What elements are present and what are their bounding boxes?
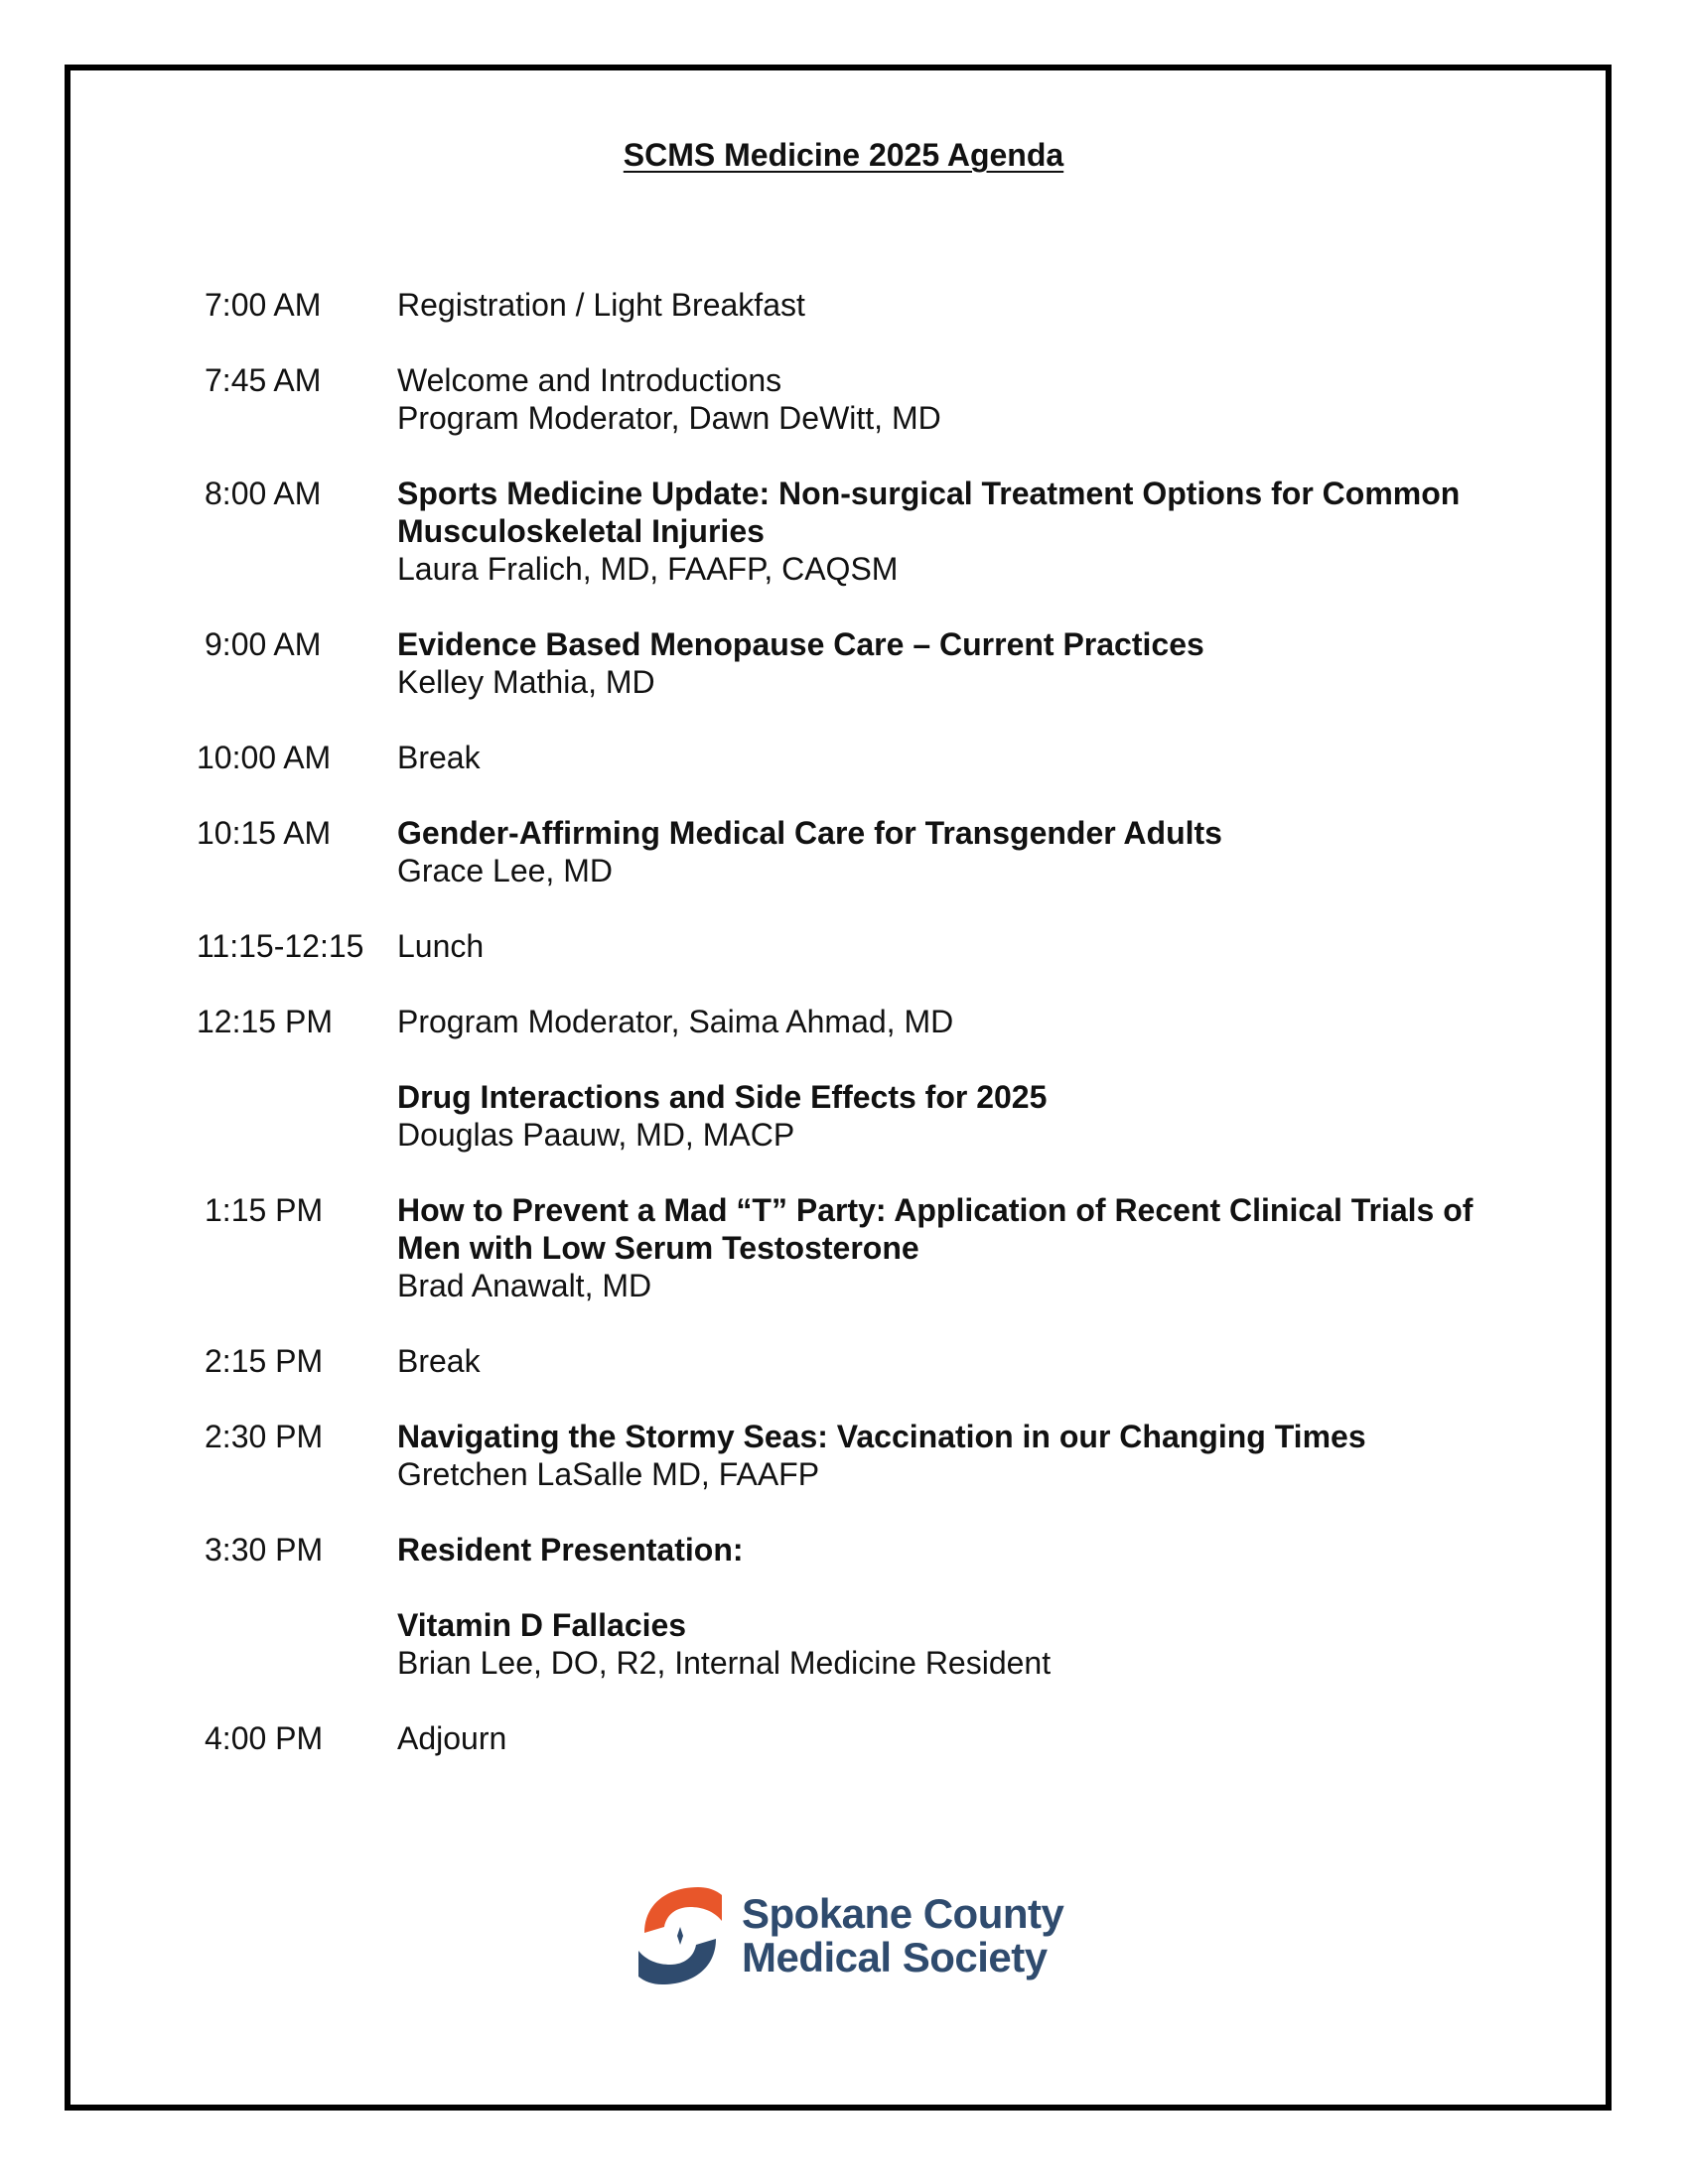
agenda-details <box>397 625 1531 701</box>
session-title: How to Prevent a Mad “T” Party: Application of Recent Clinical Trials of Men with Low Serum Testosterone <box>397 1192 1474 1266</box>
session-detail-line: Grace Lee, MD <box>397 853 613 888</box>
logo-line-1: Spokane County <box>742 1890 1064 1937</box>
session-detail-line: Laura Fralich, MD, FAAFP, CAQSM <box>397 551 899 587</box>
session-title: Evidence Based Menopause Care – Current Practices <box>397 626 1204 662</box>
agenda-item <box>191 361 1531 437</box>
session-detail-line: Program Moderator, Saima Ahmad, MD <box>397 1004 954 1039</box>
agenda-details <box>397 927 1531 965</box>
agenda-details <box>397 1003 1531 1040</box>
scms-logo-icon <box>636 1881 724 1990</box>
session-detail-line: Kelley Mathia, MD <box>397 664 655 700</box>
agenda-time: 10:15 AM <box>197 815 332 851</box>
agenda-details <box>397 361 1531 437</box>
agenda-time: 3:30 PM <box>205 1532 324 1568</box>
session-title: Gender-Affirming Medical Care for Transgender Adults <box>397 815 1222 851</box>
logo-line-2: Medical Society <box>742 1934 1048 1980</box>
agenda-details <box>397 1719 1531 1757</box>
agenda-item <box>191 1078 1531 1154</box>
agenda-item <box>191 286 1531 324</box>
agenda-item <box>191 475 1531 588</box>
agenda-list <box>191 286 1531 1795</box>
organization-logo <box>636 1881 1063 1990</box>
agenda-details <box>397 814 1531 889</box>
agenda-item <box>191 625 1531 701</box>
agenda-details <box>397 475 1531 588</box>
agenda-item <box>191 927 1531 965</box>
agenda-details <box>397 1078 1531 1154</box>
session-title: Navigating the Stormy Seas: Vaccination in our Changing Times <box>397 1419 1366 1454</box>
session-detail-line: Brad Anawalt, MD <box>397 1268 652 1303</box>
agenda-time: 8:00 AM <box>205 476 322 511</box>
session-detail-line: Welcome and Introductions <box>397 362 782 398</box>
session-title: Sports Medicine Update: Non-surgical Treatment Options for Common Musculoskeletal Injuries <box>397 476 1461 549</box>
agenda-time: 10:00 AM <box>197 740 332 775</box>
agenda-time: 9:00 AM <box>205 626 322 662</box>
agenda-details <box>397 1342 1531 1380</box>
agenda-time: 12:15 PM <box>197 1004 333 1039</box>
agenda-item <box>191 814 1531 889</box>
session-detail-line: Adjourn <box>397 1720 507 1756</box>
session-detail-line: Break <box>397 740 481 775</box>
session-detail-line: Brian Lee, DO, R2, Internal Medicine Resident <box>397 1645 1052 1681</box>
agenda-details <box>397 1606 1531 1682</box>
page-title: SCMS Medicine 2025 Agenda <box>623 137 1064 173</box>
agenda-time <box>191 1606 397 1682</box>
session-title: Resident Presentation: <box>397 1532 744 1568</box>
session-detail-line: Lunch <box>397 928 485 964</box>
agenda-item <box>191 1191 1531 1304</box>
session-title: Vitamin D Fallacies <box>397 1607 687 1643</box>
agenda-details <box>397 1531 1531 1569</box>
session-detail-line: Program Moderator, Dawn DeWitt, MD <box>397 400 941 436</box>
agenda-time: 2:30 PM <box>205 1419 324 1454</box>
agenda-details <box>397 286 1531 324</box>
agenda-time: 1:15 PM <box>205 1192 324 1228</box>
agenda-details <box>397 1418 1531 1493</box>
agenda-item <box>191 1531 1531 1569</box>
agenda-time: 2:15 PM <box>205 1343 324 1379</box>
session-title: Drug Interactions and Side Effects for 2025 <box>397 1079 1048 1115</box>
agenda-time: 4:00 PM <box>205 1720 324 1756</box>
logo-wordmark <box>742 1892 1063 1979</box>
agenda-details <box>397 1191 1531 1304</box>
agenda-time: 7:45 AM <box>205 362 322 398</box>
session-detail-line: Douglas Paauw, MD, MACP <box>397 1117 795 1153</box>
agenda-item <box>191 739 1531 776</box>
agenda-item <box>191 1418 1531 1493</box>
agenda-item <box>191 1003 1531 1040</box>
session-detail-line: Registration / Light Breakfast <box>397 287 805 323</box>
agenda-time: 11:15-12:15 <box>197 928 364 964</box>
agenda-item <box>191 1719 1531 1757</box>
session-detail-line: Break <box>397 1343 481 1379</box>
agenda-details <box>397 739 1531 776</box>
agenda-item <box>191 1342 1531 1380</box>
agenda-time: 7:00 AM <box>205 287 322 323</box>
session-detail-line: Gretchen LaSalle MD, FAAFP <box>397 1456 820 1492</box>
agenda-time <box>191 1078 397 1154</box>
agenda-item <box>191 1606 1531 1682</box>
